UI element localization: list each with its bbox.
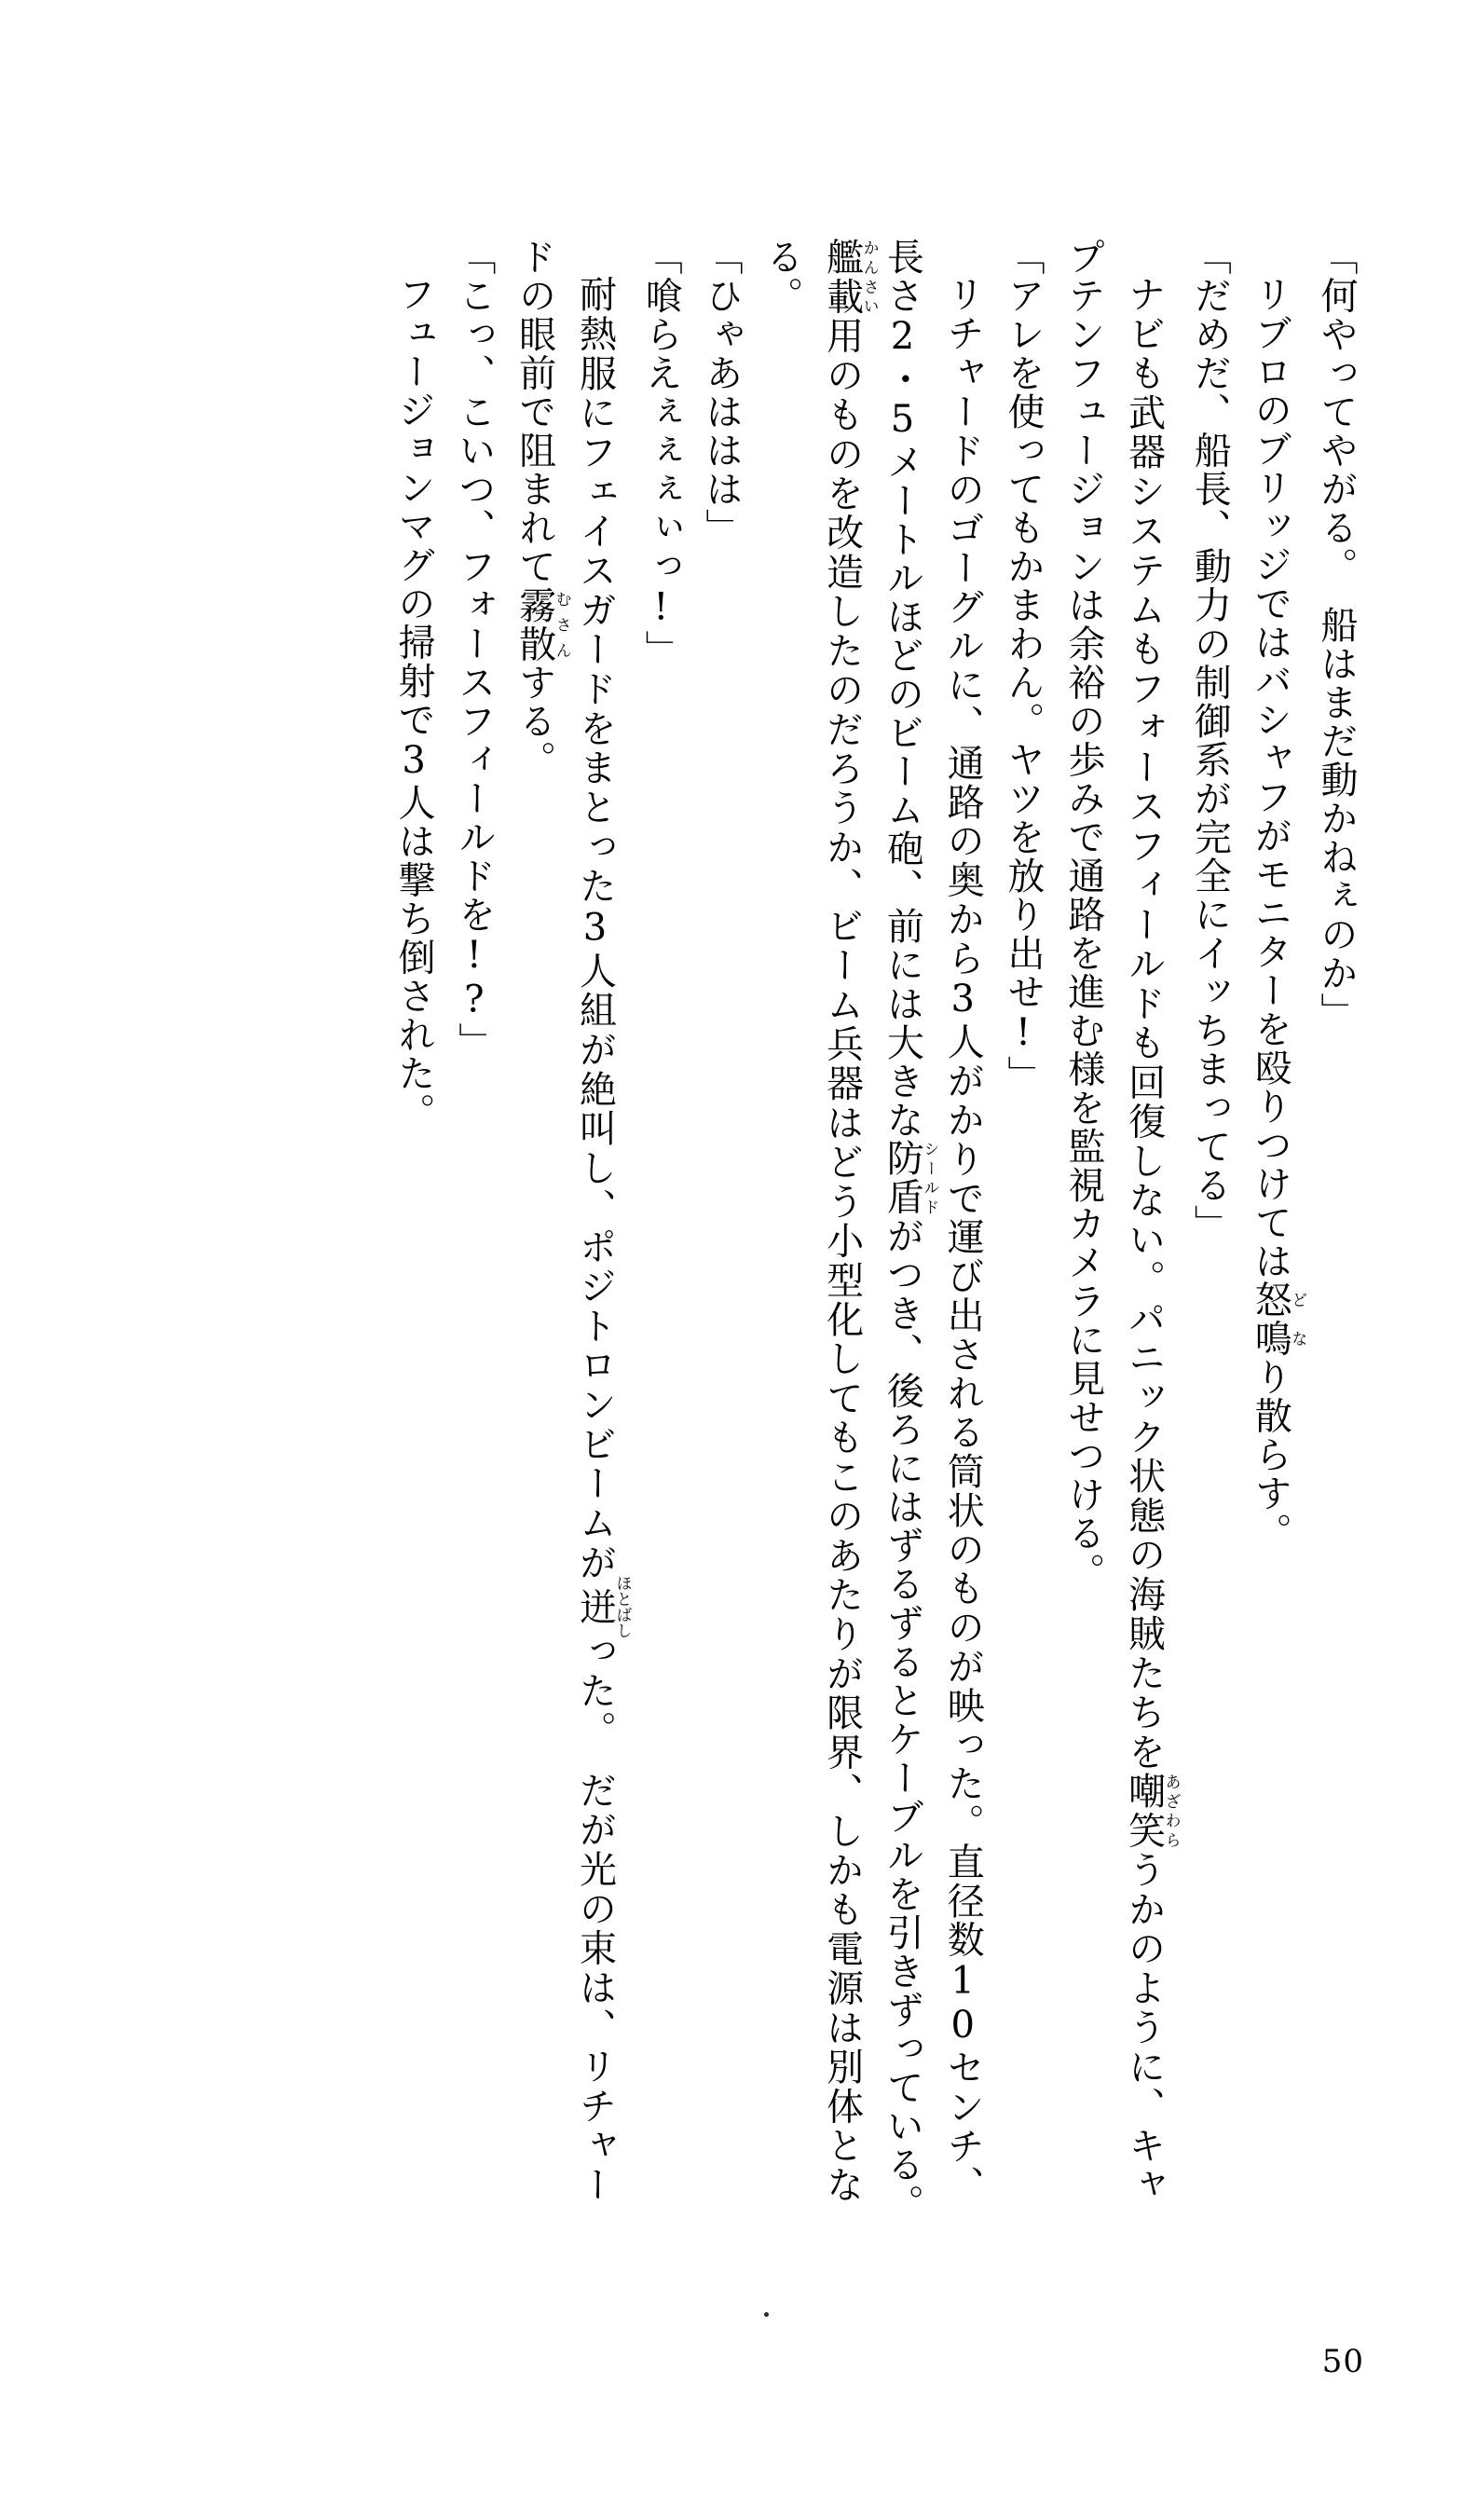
ruby-kansai: 艦載かんさい <box>820 238 879 317</box>
paragraph-3: 「だめだ、船長、動力の制御系が完全にイッちまってる」 <box>1188 238 1232 1243</box>
page-number: 50 <box>1321 2343 1364 2380</box>
paragraph-10: 「こっ、こいつ、フォースフィールドを!?」 <box>452 238 496 1061</box>
ruby-donaru: 怒鳴どな <box>1249 1281 1307 1358</box>
paragraph-11: フュージョンマグの掃射で3人は撃ち倒された。 <box>392 275 436 1131</box>
ruby-shield: 防盾シールド <box>881 1139 939 1217</box>
paragraph-9: 耐熱服にフェイスガードをまとった3人組が絶叫し、ポジトロンビームが迸ほとばしった。 だが光の束は、リチャードの眼前で阻まれて霧散むさんする。 <box>512 238 632 2205</box>
vertical-text-body <box>127 238 1366 2243</box>
paragraph-4: ナビも武器システムもフォースフィールドも回復しない。パニック状態の海賊たちを嘲笑あざわらうかのように、キャプテンフュージョンは余裕の歩みで通路を進む様を監視カメラに見せつける。 <box>1061 238 1181 2205</box>
paragraph-5: 「アレを使ってもかまわん。ヤツを放り出せ!」 <box>1002 238 1046 1094</box>
paragraph-6: リチャードのゴーグルに、通路の奥から3人がかりで運び出される筒状のものが映った。直径数10センチ、長さ2・5メートルほどのビーム砲、前には大きな防盾シールドがつき、後ろにはずるずるとケーブルを引きずっている。 艦載かんさい用のものを改造したのだろうか、ビーム兵器はどう小型化してもこのあたりが限界、しかも電源は別体となる。 <box>759 238 985 2243</box>
paragraph-7: 「ひゃあははは」 <box>700 238 744 547</box>
paragraph-2: リブロのブリッジではバシャフがモニターを殴りつけては怒鳴どなり散らす。 <box>1249 275 1307 1552</box>
ruby-musan: 霧散むさん <box>512 585 571 664</box>
print-mark <box>764 2312 769 2317</box>
ruby-hotobashiru: 迸ほとばし <box>573 1575 632 1638</box>
paragraph-1: 「何やってやがる。 船はまだ動かねぇのか」 <box>1315 238 1358 1032</box>
paragraph-8: 「喰らえぇぇぇぃっ!」 <box>639 238 683 669</box>
ruby-azawarau: 嘲笑あざわら <box>1122 1771 1181 1851</box>
